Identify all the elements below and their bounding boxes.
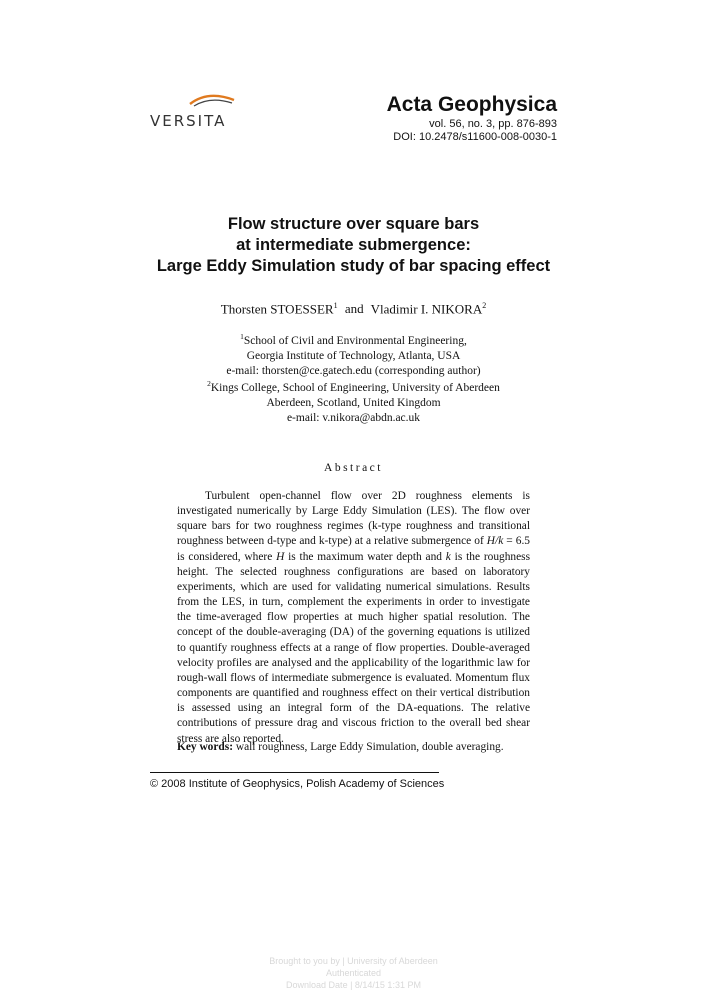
affiliation-email[interactable]: e-mail: v.nikora@abdn.ac.uk [286, 411, 421, 424]
publisher-logo-text: VERSITA [150, 112, 227, 130]
logo-swoosh-icon [150, 92, 250, 114]
abstract-text-segment: Turbulent open-channel flow over 2D roughness elements is investigated numerically by Large Eddy Simulation (LES). The flow over square bars for two roughness regimes (k-type roughness and transitional roughness between d-type and k-type) at a relative submergence of [177, 490, 530, 548]
journal-name: Acta Geophysica [386, 93, 557, 116]
journal-header [297, 92, 557, 144]
journal-doi[interactable]: DOI: 10.2478/s11600-008-0030-1 [393, 131, 557, 143]
affiliation-mark: 2 [207, 379, 211, 388]
title-line: Flow structure over square bars [227, 215, 480, 233]
abstract-text [177, 489, 530, 747]
author-list [100, 301, 607, 317]
author-affiliation-mark: 1 [333, 301, 338, 310]
journal-volume: vol. 56, no. 3, pp. 876-893 [429, 118, 557, 130]
affiliation-line: Georgia Institute of Technology, Atlanta, USA [246, 349, 461, 362]
author-name: Thorsten STOESSER [220, 301, 334, 317]
paper-title [100, 214, 607, 277]
author-conjunction: and [344, 301, 364, 317]
abstract-heading: Abstract [324, 462, 383, 474]
affiliation-line: Aberdeen, Scotland, United Kingdom [266, 396, 441, 409]
watermark-line: Authenticated [325, 968, 382, 978]
copyright-notice: © 2008 Institute of Geophysics, Polish Academy of Sciences [150, 778, 445, 790]
author-name: Vladimir I. NIKORA [370, 301, 483, 317]
abstract-text-segment: is the roughness height. The selected roughness configurations are based on laboratory experiments, which are used for validating numerical simulations. Results from the LES, in turn, complement the experiments in order to investigate the time-averaged flow properties at much higher spatial resolution. The concept of the double-averaging (DA) of the governing equations is utilized to quantify roughness effects at a range of flow properties. Double-averaged velocity profiles are analysed and the applicability of the logarithmic law for rough-wall flows of intermediate submergence is evaluated. Momentum flux components are quantified and roughness effect on their vertical distribution is assessed using an integral form of the DA-equations. The relative contributions of pressure drag and viscous friction to the overall bed shear stress are also reported. [177, 550, 531, 745]
abstract-text-segment: is the maximum water depth and [284, 550, 446, 563]
author-affiliation-mark: 2 [482, 301, 487, 310]
title-line: Large Eddy Simulation study of bar spacing effect [156, 257, 551, 275]
affiliation-mark: 1 [240, 332, 244, 341]
affiliation-email[interactable]: e-mail: thorsten@ce.gatech.edu (corresponding author) [226, 364, 481, 377]
watermark-line: Download Date | 8/14/15 1:31 PM [286, 980, 421, 990]
keywords [177, 741, 530, 753]
abstract-text-segment: = 6.5 is considered, where [177, 535, 530, 563]
publisher-logo [150, 92, 250, 132]
keywords-label: Key words: [177, 741, 233, 753]
math-variable: H/k [486, 535, 504, 548]
math-variable: k [445, 550, 451, 563]
title-line: at intermediate submergence: [236, 236, 471, 254]
footnote-divider [150, 772, 439, 773]
watermark-line: Brought to you by | University of Aberdeen [269, 956, 438, 966]
affiliation-1 [100, 329, 607, 379]
affiliation-line: Kings College, School of Engineering, University of Aberdeen [210, 381, 500, 394]
download-watermark [200, 955, 507, 991]
affiliation-2 [100, 376, 607, 426]
math-variable: H [276, 550, 285, 563]
keywords-text: wall roughness, Large Eddy Simulation, double averaging. [233, 741, 504, 753]
affiliation-line: School of Civil and Environmental Engineering, [243, 334, 467, 347]
